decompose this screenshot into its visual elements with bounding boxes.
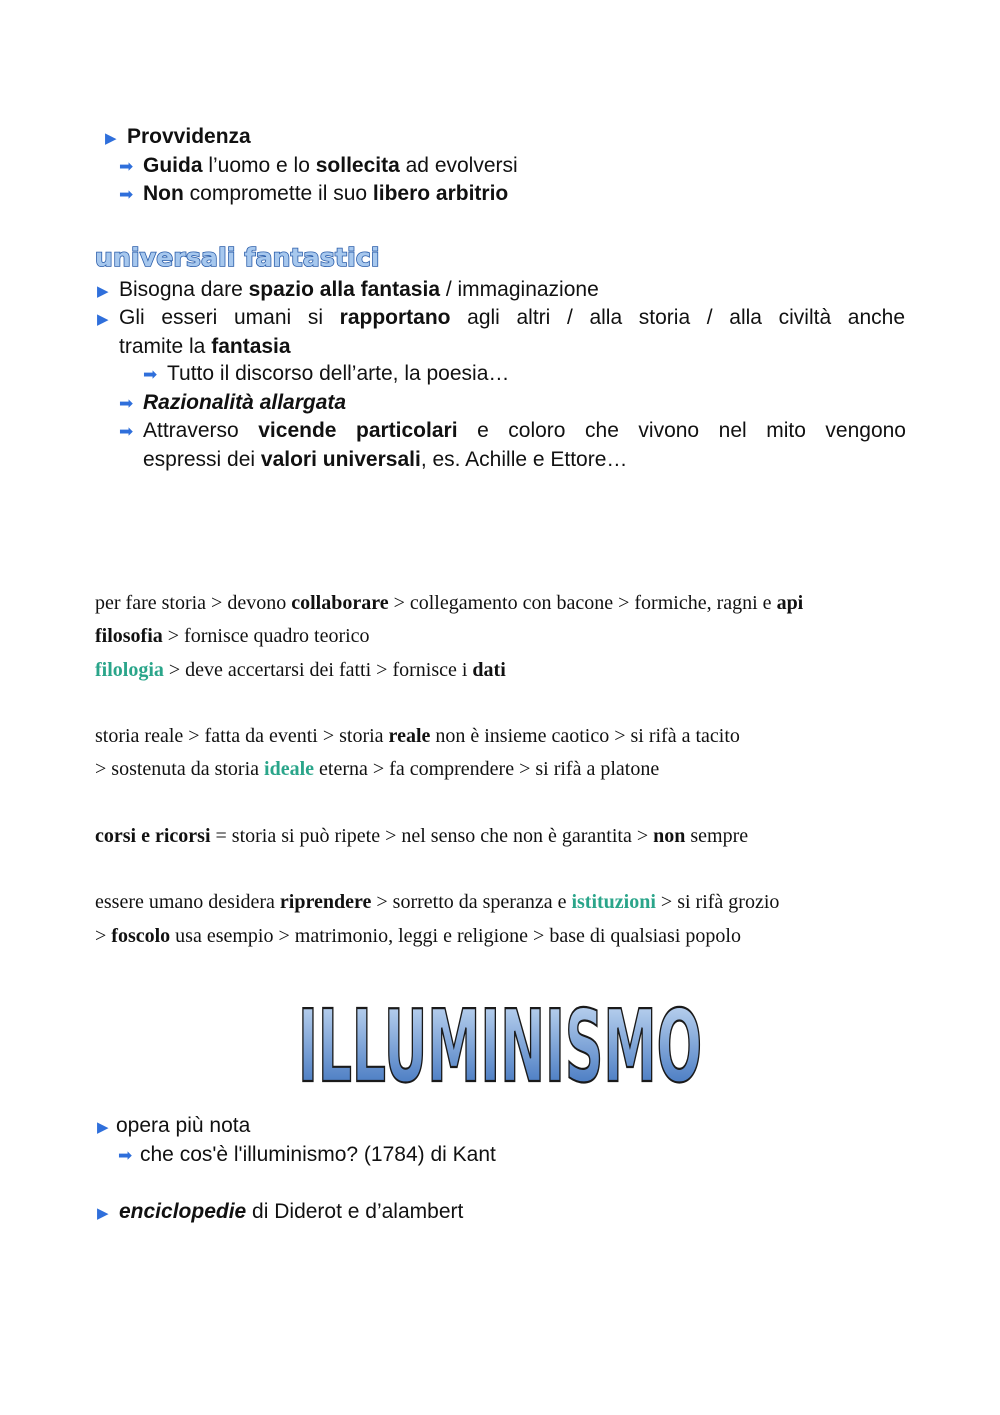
universals-sub-1: ➡ Tutto il discorso dell’arte, la poesia… [143,360,509,389]
triangle-bullet-icon: ▶ [97,311,109,328]
illuminismo-heading [290,985,710,1105]
note-line-6: corsi e ricorsi = storia si può ripete > nel senso che non è garantita > non sempre [95,825,749,847]
enlightenment-sub-1: ➡ che cos'è l'illuminismo? (1784) di Kant [118,1141,496,1170]
providence-title: Provvidenza [127,125,251,148]
triangle-bullet-icon: ▶ [97,283,109,300]
arrow-bullet-icon: ➡ [119,185,134,204]
arrow-bullet-icon: ➡ [143,365,158,384]
universals-bullet-2: ▶ Gli esseri umani si rapportano agli altri / alla storia / alla civiltà anche [97,304,907,334]
note-line-8: > foscolo usa esempio > matrimonio, leggi e religione > base di qualsiasi popolo [95,925,741,947]
triangle-bullet-icon: ▶ [97,1119,109,1136]
universals-bullet-1: ▶ Bisogna dare spazio alla fantasia / immaginazione [97,276,599,306]
universals-bullet-2-cont: tramite la fantasia [119,335,291,358]
note-line-2: filosofia > fornisce quadro teorico [95,625,370,647]
illuminismo-heading-text: ILLUMINISMO [298,988,702,1105]
note-line-1: per fare storia > devono collaborare > collegamento con bacone > formiche, ragni e api [95,592,804,614]
providence-title-line [105,123,251,153]
enlightenment-bullet-2: ▶ enciclopedie di Diderot e d’alambert [97,1198,463,1228]
note-line-4: storia reale > fatta da eventi > storia reale non è insieme caotico > si rifà a tacito [95,725,740,747]
enlightenment-bullet-1: ▶ opera più nota [97,1112,250,1142]
arrow-bullet-icon: ➡ [118,1146,133,1165]
universals-sub-3: ➡ Attraverso vicende particolari e coloro che vivono nel mito vengono [119,417,907,446]
triangle-bullet-icon: ▶ [105,130,117,147]
note-line-5: > sostenuta da storia ideale eterna > fa comprendere > si rifà a platone [95,758,660,780]
providence-point-2: ➡ Non compromette il suo libero arbitrio [119,180,508,209]
universals-heading: universali fantastici [95,243,380,272]
universals-sub-2: ➡ Razionalità allargata [119,389,346,418]
universals-sub-3-cont: espressi dei valori universali, es. Achille e Ettore… [143,448,628,471]
arrow-bullet-icon: ➡ [119,422,134,441]
arrow-bullet-icon: ➡ [119,394,134,413]
providence-point-1: ➡ Guida l’uomo e lo sollecita ad evolversi [119,152,518,181]
note-line-3: filologia > deve accertarsi dei fatti > fornisce i dati [95,659,506,681]
triangle-bullet-icon: ▶ [97,1205,109,1222]
arrow-bullet-icon: ➡ [119,157,134,176]
note-line-7: essere umano desidera riprendere > sorretto da speranza e istituzioni > si rifà grozio [95,891,780,913]
